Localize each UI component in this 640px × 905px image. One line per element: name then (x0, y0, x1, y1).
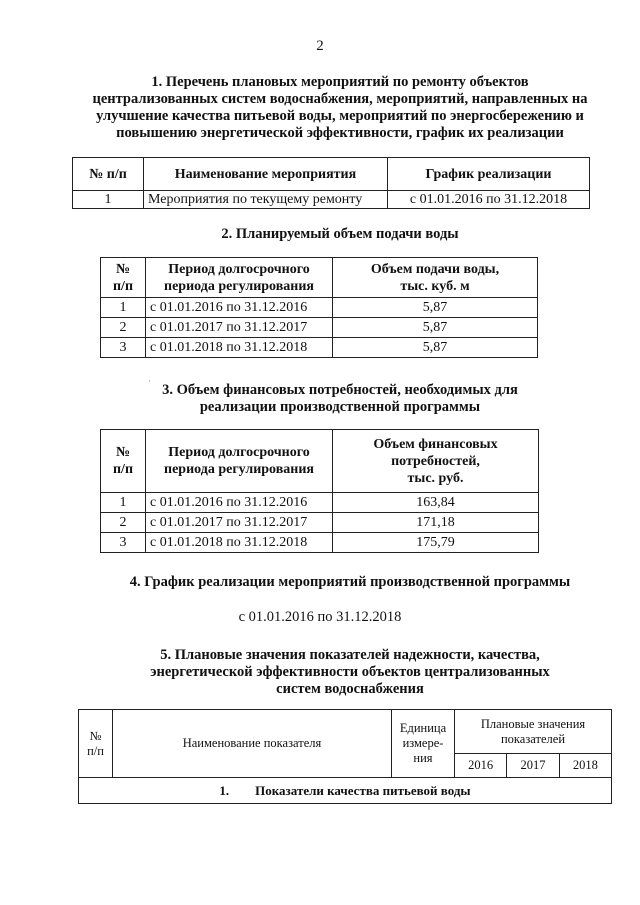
year-header: 2016 (455, 754, 507, 778)
section3-heading-line: реализации производственной программы (199, 399, 481, 415)
section2-table (100, 257, 538, 358)
table-row (101, 513, 539, 533)
column-header-line: измере- (402, 736, 444, 750)
table-row (101, 493, 539, 513)
section3-heading (70, 382, 610, 416)
column-header-line: показателей (500, 731, 566, 746)
section-row: 1. Показатели качества питьевой воды (79, 778, 612, 804)
column-header-line: периода регулирования (164, 278, 314, 294)
table-row (73, 191, 590, 209)
table-cell: с 01.01.2017 по 31.12.2017 (146, 318, 333, 338)
column-header-line: потребностей, (391, 453, 480, 469)
column-header (392, 710, 455, 778)
table-cell: 5,87 (333, 298, 538, 318)
table-cell: 5,87 (333, 338, 538, 358)
table-cell: 171,18 (333, 513, 539, 533)
column-header: № п/п (73, 158, 144, 191)
year-header: 2017 (507, 754, 559, 778)
section4-heading: 4. График реализации мероприятий производственной программы (129, 574, 571, 590)
section5-heading (80, 647, 620, 698)
section1-heading-line: централизованных систем водоснабжения, мероприятий, направленных на (92, 91, 588, 107)
column-header: Наименование показателя (113, 710, 392, 778)
section5-heading-line: систем водоснабжения (276, 681, 424, 697)
table-cell: 163,84 (333, 493, 539, 513)
table-cell: 3 (101, 533, 146, 553)
column-header (333, 258, 538, 298)
column-header (101, 258, 146, 298)
section1-table (72, 157, 590, 209)
table-cell: 1 (73, 191, 144, 209)
column-header-line: п/п (87, 743, 104, 758)
column-header-line: Плановые значения (480, 716, 586, 731)
table-cell: с 01.01.2016 по 31.12.2018 (388, 191, 590, 209)
table-row (101, 338, 538, 358)
table-cell: 2 (101, 513, 146, 533)
section3-heading-line: 3. Объем финансовых потребностей, необходимых для (162, 382, 518, 398)
table-cell: с 01.01.2018 по 31.12.2018 (146, 533, 333, 553)
table-cell: 5,87 (333, 318, 538, 338)
column-header-line: тыс. руб. (407, 470, 464, 486)
section1-heading-line: повышению энергетической эффективности, график их реализации (116, 125, 564, 141)
table-cell: 1 (101, 493, 146, 513)
table-cell: с 01.01.2016 по 31.12.2016 (146, 493, 333, 513)
column-header: Наименование мероприятия (144, 158, 388, 191)
table-row (79, 778, 612, 804)
table-row (101, 318, 538, 338)
table-cell: 175,79 (333, 533, 539, 553)
section5-heading-line: энергетической эффективности объектов централизованных (150, 664, 550, 680)
column-header (146, 430, 333, 493)
column-header: График реализации (388, 158, 590, 191)
column-header (146, 258, 333, 298)
scan-mark: · (148, 377, 151, 386)
column-header (79, 710, 113, 778)
column-header-line: Объем подачи воды, (370, 261, 500, 277)
section3-table (100, 429, 539, 553)
column-header-line: Период долгосрочного (168, 445, 310, 460)
table-cell: с 01.01.2018 по 31.12.2018 (146, 338, 333, 358)
table-cell: 3 (101, 338, 146, 358)
table-cell: с 01.01.2017 по 31.12.2017 (146, 513, 333, 533)
section1-heading-line: 1. Перечень плановых мероприятий по ремонту объектов (151, 74, 529, 90)
column-header-line: п/п (112, 278, 134, 294)
column-header-line: № (115, 445, 131, 460)
column-header (101, 430, 146, 493)
column-header (455, 710, 612, 754)
table-cell: Мероприятия по текущему ремонту (144, 191, 388, 209)
page-number: 2 (316, 38, 324, 54)
section2-heading: 2. Планируемый объем подачи воды (221, 226, 459, 242)
column-header-line: ния (413, 751, 433, 765)
column-header-line: тыс. куб. м (400, 278, 470, 294)
section1-heading (70, 74, 610, 142)
table-row (101, 298, 538, 318)
table-row (101, 533, 539, 553)
table-cell: 1 (101, 298, 146, 318)
year-header: 2018 (559, 754, 611, 778)
column-header-line: № (115, 261, 131, 277)
column-header-line: Объем финансовых (373, 436, 498, 452)
column-header-line: № (89, 728, 102, 743)
table-cell: с 01.01.2016 по 31.12.2016 (146, 298, 333, 318)
column-header-line: Единица (399, 721, 447, 735)
section5-table (78, 709, 612, 804)
table-header-row (79, 710, 612, 754)
column-header (333, 430, 539, 493)
section1-heading-line: улучшение качества питьевой воды, мероприятий по энергосбережению и (96, 108, 584, 124)
column-header-line: п/п (112, 462, 134, 477)
table-header-row (73, 158, 590, 191)
column-header-line: Период долгосрочного (168, 261, 310, 277)
section4-period: с 01.01.2016 по 31.12.2018 (238, 609, 402, 625)
table-header-row (101, 258, 538, 298)
table-cell: 2 (101, 318, 146, 338)
section5-heading-line: 5. Плановые значения показателей надежности, качества, (160, 647, 540, 663)
table-header-row (101, 430, 539, 493)
column-header-line: периода регулирования (164, 462, 314, 477)
